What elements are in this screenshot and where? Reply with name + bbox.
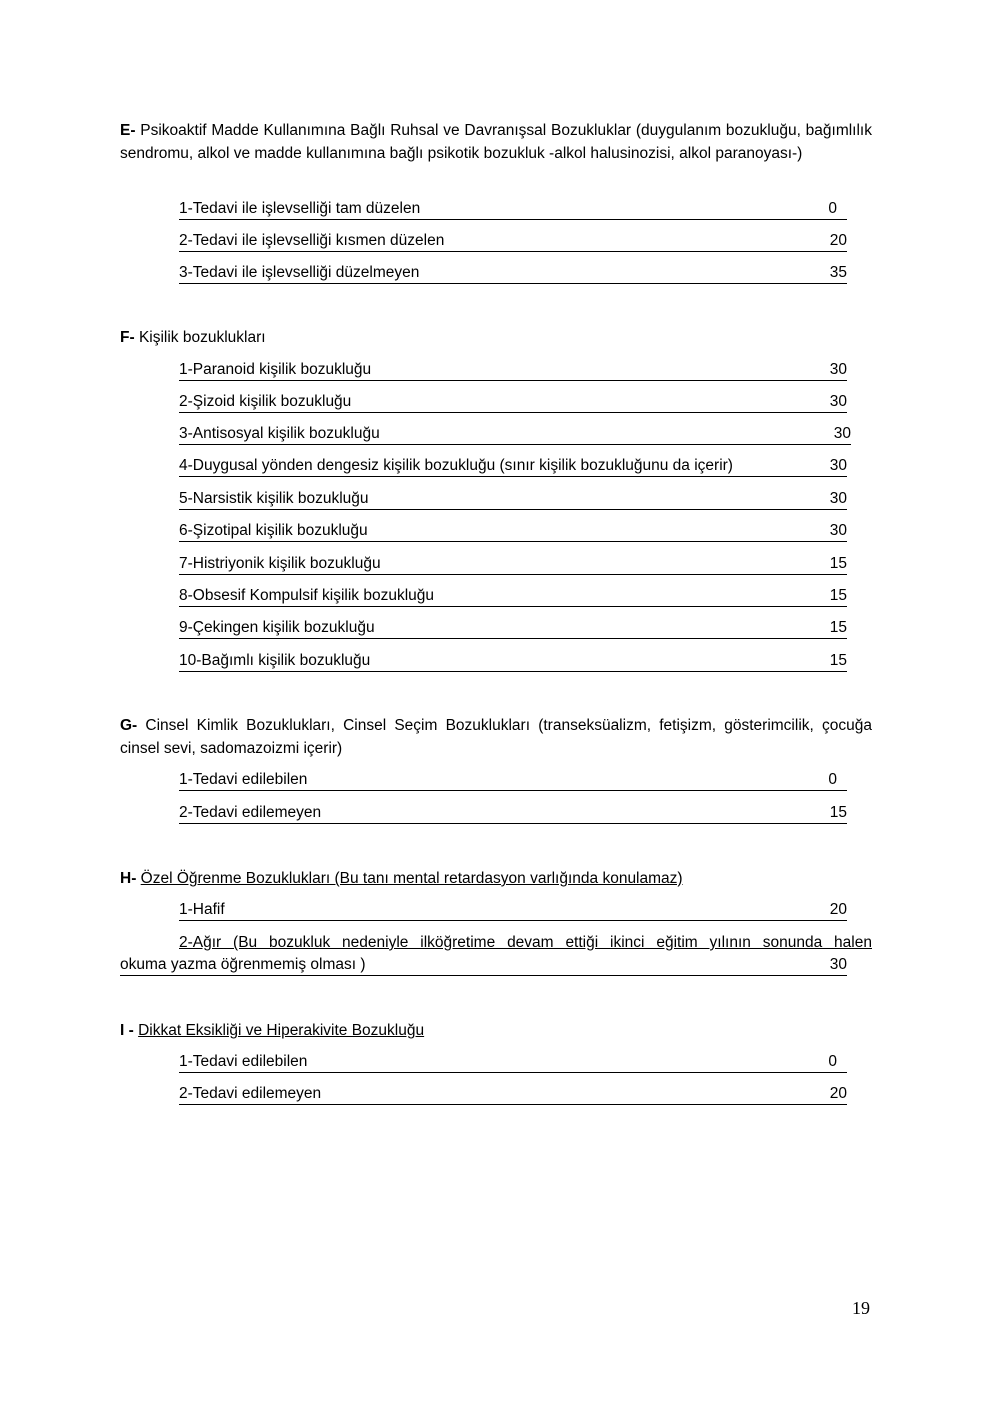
section-f-heading	[120, 327, 872, 350]
item-label: 2-Tedavi ile işlevselliği kısmen düzelen	[179, 232, 445, 249]
section-h-heading	[120, 868, 872, 891]
list-item	[179, 392, 847, 413]
item-label: 1-Paranoid kişilik bozukluğu	[179, 361, 372, 378]
list-item	[179, 360, 847, 381]
list-item	[179, 770, 847, 791]
list-item	[179, 586, 847, 607]
item-value: 30	[829, 457, 847, 474]
list-item	[179, 554, 847, 575]
section-title: Özel Öğrenme Bozuklukları (Bu tanı mental retardasyon varlığında konulamaz)	[140, 870, 683, 887]
list-item	[179, 1084, 847, 1105]
section-g-heading	[120, 715, 872, 760]
item-label: 10-Bağımlı kişilik bozukluğu	[179, 652, 371, 669]
section-title: Dikkat Eksikliği ve Hiperakivite Bozukluğu	[138, 1022, 425, 1039]
item-label-line2: okuma yazma öğrenmemiş olması )	[120, 956, 366, 973]
page-number: 19	[852, 1298, 870, 1318]
item-value: 15	[829, 652, 847, 669]
item-label: 3-Tedavi ile işlevselliği düzelmeyen	[179, 264, 420, 281]
item-label: 5-Narsistik kişilik bozukluğu	[179, 490, 369, 507]
list-item	[179, 489, 847, 510]
item-label: 2-Tedavi edilemeyen	[179, 804, 322, 821]
item-value: 15	[829, 804, 847, 821]
section-title: Kişilik bozuklukları	[134, 329, 266, 346]
section-letter: I -	[120, 1022, 134, 1039]
item-label: 1-Tedavi edilebilen	[179, 1053, 308, 1070]
section-letter: E-	[120, 122, 136, 139]
item-label: 6-Şizotipal kişilik bozukluğu	[179, 522, 368, 539]
item-label: 8-Obsesif Kompulsif kişilik bozukluğu	[179, 587, 434, 604]
item-value: 30	[829, 956, 847, 973]
item-label: 1-Tedavi edilebilen	[179, 771, 308, 788]
item-label: 2-Şizoid kişilik bozukluğu	[179, 393, 352, 410]
item-value: 20	[829, 901, 847, 918]
section-title: Cinsel Kimlik Bozuklukları, Cinsel Seçim Bozuklukları (transeksüalizm, fetişizm, gösterimcilik, çocuğa cinsel sevi, sadomazoizmi içerir)	[120, 717, 872, 757]
list-item	[179, 803, 847, 824]
item-label: 7-Histriyonik kişilik bozukluğu	[179, 555, 381, 572]
list-item	[179, 263, 847, 284]
list-item	[179, 521, 847, 542]
item-label-line1: 2-Ağır (Bu bozukluk nedeniyle ilköğretime devam ettiği ikinci eğitim yılının sonunda halen	[179, 934, 872, 951]
list-item	[179, 651, 847, 672]
item-value: 0	[828, 1053, 837, 1070]
item-value: 20	[829, 232, 847, 249]
item-value: 0	[828, 771, 837, 788]
item-value: 20	[829, 1085, 847, 1102]
list-item	[179, 456, 847, 477]
item-label: 3-Antisosyal kişilik bozukluğu	[179, 425, 380, 442]
item-value: 30	[829, 490, 847, 507]
list-item	[179, 231, 847, 252]
item-value: 35	[829, 264, 847, 281]
section-e-heading	[120, 120, 872, 165]
item-value: 30	[829, 522, 847, 539]
list-item	[179, 199, 847, 220]
section-letter: G-	[120, 717, 138, 734]
item-label: 1-Tedavi ile işlevselliği tam düzelen	[179, 200, 421, 217]
item-value: 15	[829, 555, 847, 572]
item-value: 0	[828, 200, 837, 217]
item-label: 2-Tedavi edilemeyen	[179, 1085, 322, 1102]
list-item	[179, 900, 847, 921]
item-label: 9-Çekingen kişilik bozukluğu	[179, 619, 375, 636]
item-value: 30	[829, 393, 847, 410]
item-value: 15	[829, 587, 847, 604]
list-item	[179, 618, 847, 639]
section-title: Psikoaktif Madde Kullanımına Bağlı Ruhsal ve Davranışsal Bozukluklar (duygulanım bozukluğu, bağımlılık sendromu, alkol ve madde kullanımına bağlı psikotik bozukluk -alkol halusinozisi, alkol paranoyası-)	[120, 122, 872, 162]
section-letter: F-	[120, 329, 135, 346]
item-label: 4-Duygusal yönden dengesiz kişilik bozukluğu (sınır kişilik bozukluğunu da içerir)	[179, 457, 733, 474]
section-letter: H-	[120, 870, 137, 887]
item-label: 1-Hafif	[179, 901, 225, 918]
list-item	[179, 1052, 847, 1073]
list-item	[120, 955, 847, 976]
section-i-heading	[120, 1020, 872, 1043]
item-value: 30	[833, 425, 851, 442]
item-value: 30	[829, 361, 847, 378]
item-value: 15	[829, 619, 847, 636]
list-item	[179, 424, 851, 445]
